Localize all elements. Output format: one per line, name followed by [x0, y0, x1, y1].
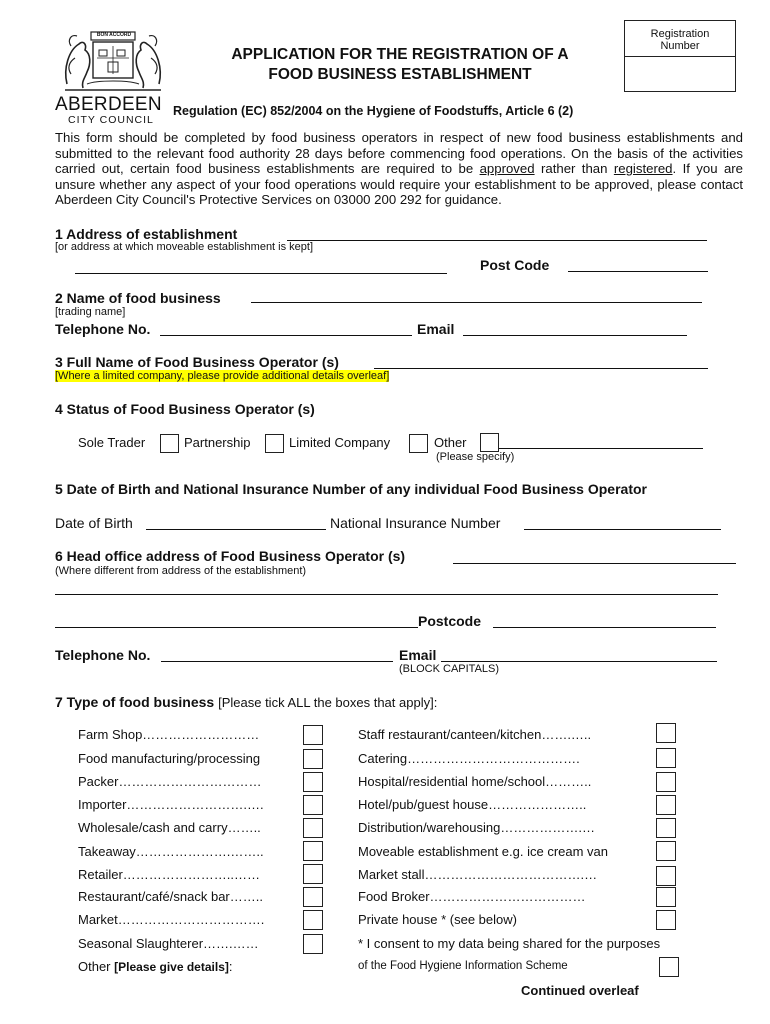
council-logo — [55, 28, 170, 124]
s4-option-sole-trader: Sole Trader — [78, 435, 146, 450]
registration-label-line1: Registration — [650, 28, 710, 40]
s7-right-checkbox[interactable] — [656, 841, 676, 861]
s6-note: (Where different from address of the establishment) — [55, 565, 307, 577]
s1-address-line1[interactable] — [287, 240, 707, 241]
s7-left-checkbox[interactable] — [303, 841, 323, 861]
s6-email-field[interactable] — [441, 661, 717, 662]
s2-name-field[interactable] — [251, 302, 702, 303]
s5-heading: 5 Date of Birth and National Insurance Number of any individual Food Business Operator — [55, 481, 647, 497]
s7-other-note: [Please give details] — [114, 960, 229, 974]
s7-heading-row — [55, 694, 437, 710]
s7-left-item: Food manufacturing/processing — [78, 751, 261, 766]
s6-email-label: Email — [399, 647, 437, 663]
s7-other-row: Other [Please give details]: — [78, 959, 233, 974]
s7-left-checkbox[interactable] — [303, 818, 323, 838]
logo-motto: BON ACCORD — [96, 32, 132, 38]
s6-heading: 6 Head office address of Food Business Operator (s) — [55, 548, 406, 564]
s7-right-checkbox[interactable] — [656, 772, 676, 792]
s7-left-checkbox[interactable] — [303, 864, 323, 884]
s7-left-item: Seasonal Slaughterer…….…… — [78, 936, 259, 951]
s4-heading: 4 Status of Food Business Operator (s) — [55, 401, 315, 417]
s2-email-field[interactable] — [463, 335, 687, 336]
s7-left-item: Retailer……………………..…… — [78, 867, 261, 882]
s7-right-item: Catering…………………………………. — [358, 751, 580, 766]
s6-address-line2[interactable] — [55, 594, 718, 595]
s1-postcode-label: Post Code — [480, 257, 550, 273]
s6-tel-label: Telephone No. — [55, 647, 151, 663]
form-title-line2: FOOD BUSINESS ESTABLISHMENT — [268, 66, 532, 83]
s7-left-checkbox[interactable] — [303, 795, 323, 815]
s7-left-checkbox[interactable] — [303, 725, 323, 745]
s7-other-label: Other — [78, 959, 111, 974]
s4-option-other: Other — [434, 435, 467, 450]
s7-left-item: Wholesale/cash and carry…….. — [78, 820, 261, 835]
s7-right-item: Private house * (see below) — [358, 912, 517, 927]
s7-left-item: Market……………………………. — [78, 912, 265, 927]
s6-address-line1[interactable] — [453, 563, 736, 564]
registered-word: registered — [613, 161, 673, 177]
s7-left-item: Farm Shop……………………… — [78, 727, 260, 742]
s4-checkbox-limited-company[interactable] — [409, 434, 428, 453]
s1-postcode-field[interactable] — [568, 271, 708, 272]
s4-option-partnership: Partnership — [184, 435, 251, 450]
s7-right-checkbox[interactable] — [656, 723, 676, 743]
s7-right-item: Moveable establishment e.g. ice cream van — [358, 844, 609, 859]
logo-subtitle: CITY COUNCIL — [68, 114, 154, 126]
s7-left-checkbox[interactable] — [303, 934, 323, 954]
registration-label-line2: Number — [660, 40, 700, 52]
approved-word: approved — [479, 161, 535, 177]
regulation-subtitle: Regulation (EC) 852/2004 on the Hygiene of Foodstuffs, Article 6 (2) — [173, 104, 574, 118]
s6-tel-field[interactable] — [161, 661, 393, 662]
s4-checkbox-other[interactable] — [480, 433, 499, 452]
s7-right-checkbox[interactable] — [656, 866, 676, 886]
s7-right-item: Market stall……………………………….… — [358, 867, 598, 882]
s7-right-item: Hotel/pub/guest house………………….. — [358, 797, 587, 812]
s2-email-label: Email — [417, 321, 455, 337]
s4-specify-note: (Please specify) — [436, 451, 515, 463]
s5-dob-label: Date of Birth — [55, 515, 133, 531]
s4-checkbox-partnership[interactable] — [265, 434, 284, 453]
s7-left-checkbox[interactable] — [303, 887, 323, 907]
s7-left-checkbox[interactable] — [303, 910, 323, 930]
logo-name: ABERDEEN — [55, 94, 162, 115]
s6-block-caps-note: (BLOCK CAPITALS) — [399, 663, 500, 675]
s7-right-item: Hospital/residential home/school……….. — [358, 774, 592, 789]
s7-right-checkbox[interactable] — [656, 887, 676, 907]
s6-address-line3[interactable] — [55, 627, 418, 628]
s6-postcode-field[interactable] — [493, 627, 716, 628]
coat-of-arms-icon — [57, 28, 169, 96]
s7-heading-note: [Please tick ALL the boxes that apply]: — [218, 695, 438, 710]
s7-right-item: Distribution/warehousing……………….… — [358, 820, 595, 835]
s7-left-item: Restaurant/café/snack bar…….. — [78, 889, 263, 904]
s2-tel-label: Telephone No. — [55, 321, 151, 337]
form-title-line1: APPLICATION FOR THE REGISTRATION OF A — [231, 46, 569, 63]
s7-consent-line1: * I consent to my data being shared for the purposes — [358, 936, 661, 951]
s1-heading: 1 Address of establishment — [55, 226, 238, 242]
s7-left-item: Importer……………………….…. — [78, 797, 264, 812]
s7-right-checkbox[interactable] — [656, 748, 676, 768]
s5-ni-label: National Insurance Number — [330, 515, 501, 531]
s3-note: [Where a limited company, please provide additional details overleaf] — [55, 370, 390, 382]
s7-right-checkbox[interactable] — [656, 910, 676, 930]
s6-postcode-label: Postcode — [418, 613, 482, 629]
s7-right-item: Food Broker……………………………… — [358, 889, 586, 904]
registration-number-box[interactable] — [624, 20, 736, 92]
s5-dob-field[interactable] — [146, 529, 326, 530]
s1-note: [or address at which moveable establishment is kept] — [55, 241, 314, 253]
s7-left-item: Takeaway………………….…….. — [78, 844, 264, 859]
intro-paragraph: This form should be completed by food business operators in respect of new food business establishments and submitted to the relevant food authority 28 days before commencing food operations. On the basis of the activities carried out, certain food business establishments are required to be approved rather than registered. If you are unsure whether any aspect of your food operations would require your establishment to be approved, please contact Aberdeen City Council's Protective Services on 03000 200 292 for guidance. — [55, 130, 744, 208]
s7-left-checkbox[interactable] — [303, 772, 323, 792]
s3-name-field[interactable] — [374, 368, 708, 369]
s5-ni-field[interactable] — [524, 529, 721, 530]
s4-option-limited-company: Limited Company — [289, 435, 391, 450]
s2-note: [trading name] — [55, 306, 126, 318]
s2-tel-field[interactable] — [160, 335, 412, 336]
s7-consent-line2: of the Food Hygiene Information Scheme — [358, 960, 568, 972]
s1-address-line2[interactable] — [75, 273, 447, 274]
s7-left-checkbox[interactable] — [303, 749, 323, 769]
s4-other-field[interactable] — [499, 448, 703, 449]
s3-heading: 3 Full Name of Food Business Operator (s) — [55, 354, 339, 370]
s7-right-checkbox[interactable] — [656, 818, 676, 838]
s2-heading: 2 Name of food business — [55, 290, 221, 306]
s7-left-item: Packer…………………………… — [78, 774, 262, 789]
s7-right-checkbox[interactable] — [656, 795, 676, 815]
continued-overleaf: Continued overleaf — [521, 983, 639, 998]
s7-heading: 7 Type of food business — [55, 694, 215, 710]
s7-right-item: Staff restaurant/canteen/kitchen…….….. — [358, 727, 592, 742]
s4-checkbox-sole-trader[interactable] — [160, 434, 179, 453]
s7-consent-checkbox[interactable] — [659, 957, 679, 977]
